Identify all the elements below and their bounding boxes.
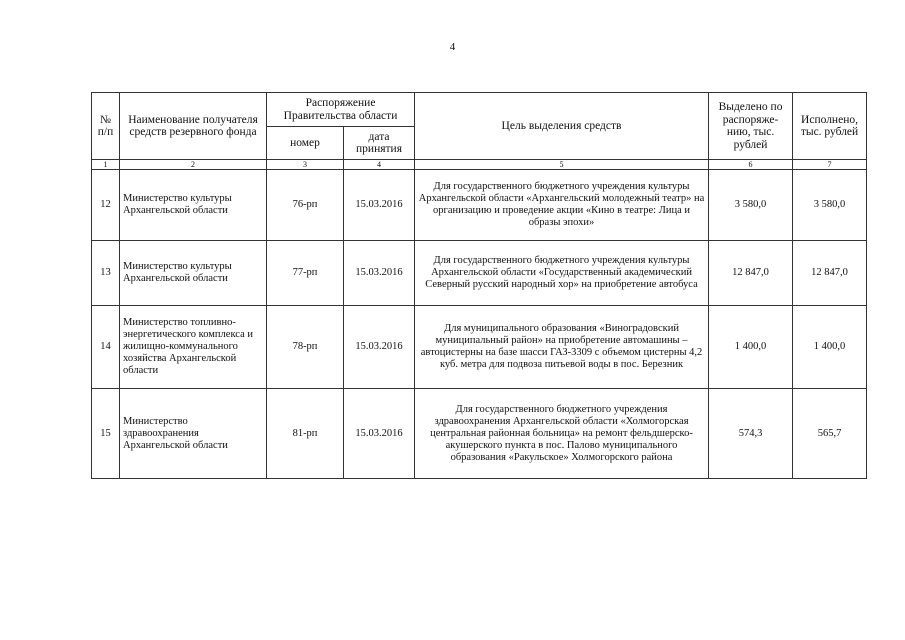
row-num: 12 — [92, 170, 120, 241]
row-purpose: Для государственного бюджетного учреждения культуры Архангельской области «Архангельский молодежный театр» на организацию и проведение акции «Кино в театре: Лица и образы эпохи» — [415, 170, 709, 241]
row-order-number: 77-рп — [267, 241, 344, 306]
page-number: 4 — [449, 41, 456, 53]
row-order-date: 15.03.2016 — [344, 170, 415, 241]
row-allocated: 1 400,0 — [709, 306, 793, 389]
header-executed: Исполнено, тыс. рублей — [793, 93, 867, 160]
row-allocated: 574,3 — [709, 389, 793, 479]
row-recipient: Министерство культуры Архангельской области — [120, 170, 267, 241]
row-allocated: 3 580,0 — [709, 170, 793, 241]
row-executed: 12 847,0 — [793, 241, 867, 306]
row-allocated: 12 847,0 — [709, 241, 793, 306]
table-row — [92, 306, 867, 389]
row-purpose: Для государственного бюджетного учреждения культуры Архангельской области «Государственный академический Северный русский народный хор» на приобретение автобуса — [415, 241, 709, 306]
column-index-row — [92, 160, 867, 170]
table-row — [92, 241, 867, 306]
column-index: 6 — [709, 160, 793, 170]
row-order-date: 15.03.2016 — [344, 389, 415, 479]
row-purpose: Для государственного бюджетного учреждения здравоохранения Архангельской области «Холмогорская центральная районная больница» на ремонт фельдшерско-акушерского пункта в пос. Палово муниципального образования «Ракульское» Холмогорского района — [415, 389, 709, 479]
row-num: 13 — [92, 241, 120, 306]
table-row — [92, 170, 867, 241]
header-allocated: Выделено по распоряже-нию, тыс. рублей — [709, 93, 793, 160]
table-row — [92, 389, 867, 479]
header-order-date: дата принятия — [344, 127, 415, 160]
row-order-date: 15.03.2016 — [344, 306, 415, 389]
header-order-group: Распоряжение Правительства области — [267, 93, 415, 127]
header-purpose: Цель выделения средств — [415, 93, 709, 160]
row-order-date: 15.03.2016 — [344, 241, 415, 306]
header-num: № п/п — [92, 93, 120, 160]
row-recipient: Министерство культуры Архангельской области — [120, 241, 267, 306]
column-index: 7 — [793, 160, 867, 170]
row-executed: 1 400,0 — [793, 306, 867, 389]
row-num: 15 — [92, 389, 120, 479]
row-order-number: 78-рп — [267, 306, 344, 389]
header-recipient: Наименование получателя средств резервного фонда — [120, 93, 267, 160]
row-executed: 3 580,0 — [793, 170, 867, 241]
row-recipient: Министерство здравоохранения Архангельской области — [120, 389, 267, 479]
row-purpose: Для муниципального образования «Виноградовский муниципальный район» на приобретение автомашины – автоцистерны на базе шасси ГАЗ-3309 с объемом цистерны 4,2 куб. метра для подвоза питьевой воды в пос. Березник — [415, 306, 709, 389]
row-order-number: 81-рп — [267, 389, 344, 479]
row-recipient: Министерство топливно-энергетического комплекса и жилищно-коммунального хозяйства Архангельской области — [120, 306, 267, 389]
row-num: 14 — [92, 306, 120, 389]
row-executed: 565,7 — [793, 389, 867, 479]
column-index: 2 — [120, 160, 267, 170]
row-order-number: 76-рп — [267, 170, 344, 241]
reserve-fund-table — [91, 92, 867, 479]
header-order-number: номер — [267, 127, 344, 160]
column-index: 5 — [415, 160, 709, 170]
column-index: 1 — [92, 160, 120, 170]
column-index: 3 — [267, 160, 344, 170]
column-index: 4 — [344, 160, 415, 170]
